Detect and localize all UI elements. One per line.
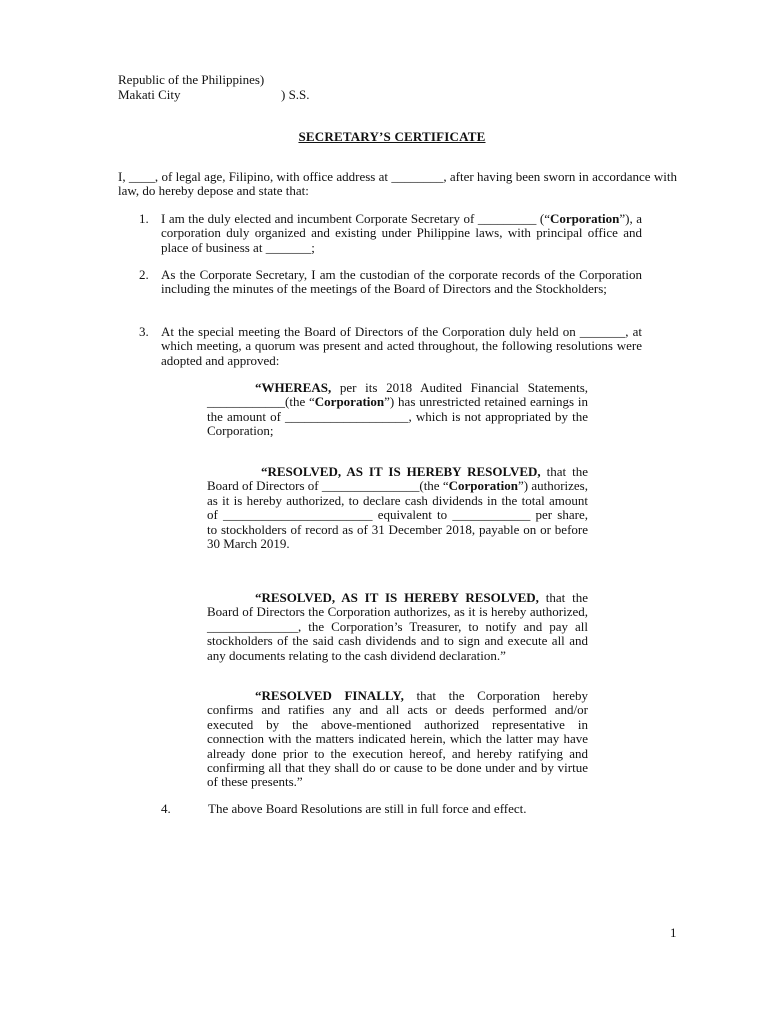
resolution-text: that the Board of Directors the Corporation authorizes, as it is hereby authorized, ______________, the Corporation’s Treasurer, to notify and pay all stockholders of the said cash dividends and to sign and execute all and any documents relating to the cash dividend declaration.” (207, 590, 588, 663)
item-text: ”), a corporation duly organized and existing under Philippine laws, with principal office and place of business at _______; (161, 211, 642, 255)
venue-country: Republic of the Philippines) (118, 72, 265, 87)
whereas-text: ”) has unrestricted retained earnings in the amount of ___________________, which is not appropriated by the Corporation; (207, 394, 588, 439)
resolution-final (207, 689, 588, 790)
list-item-3 (139, 325, 642, 368)
list-item-1 (139, 212, 642, 255)
venue-ss: ) S.S. (281, 87, 310, 102)
item-text: I am the duly elected and incumbent Corporate Secretary of _________ (“ (161, 211, 550, 226)
item-bold-term: Corporation (550, 211, 620, 226)
resolution-text: that the Board of Directors of _______________(the “ (207, 464, 588, 494)
resolution-heading: “RESOLVED, AS IT IS HEREBY RESOLVED, (261, 464, 541, 479)
item-text: At the special meeting the Board of Directors of the Corporation duly held on _______, at which meeting, a quorum was present and acted throughout, the following resolutions were adopted and approved: (161, 324, 642, 368)
item-number: 4. (161, 801, 171, 816)
whereas-heading: “WHEREAS, (255, 380, 332, 395)
item-text: The above Board Resolutions are still in full force and effect. (208, 801, 527, 816)
resolution-heading: “RESOLVED, AS IT IS HEREBY RESOLVED, (255, 590, 539, 605)
item-text: As the Corporate Secretary, I am the custodian of the corporate records of the Corporation including the minutes of the meetings of the Board of Directors and the Stockholders; (161, 267, 642, 297)
page-number: 1 (670, 925, 677, 940)
resolution-2 (207, 591, 588, 663)
whereas-clause (207, 381, 588, 439)
item-number: 1. (139, 211, 149, 226)
resolution-heading: “RESOLVED FINALLY, (255, 688, 404, 703)
venue-city: Makati City (118, 87, 181, 102)
venue-block (118, 72, 310, 103)
resolution-1 (207, 465, 588, 551)
resolution-bold-term: Corporation (448, 478, 518, 494)
item-number: 3. (139, 324, 149, 339)
document-title: SECRETARY’S CERTIFICATE (298, 129, 486, 144)
whereas-text: per its 2018 Audited Financial Statements, ____________(the “ (207, 380, 588, 410)
resolution-text: ”) authorizes, as it is hereby authorized, to declare cash dividends in the total amount of _______________________ equivalent to ____________ per share, to stockholders of record as of 31 December 2018, payable on or before 30 March 2019. (207, 478, 588, 552)
item-number: 2. (139, 267, 149, 282)
resolution-text: that the Corporation hereby confirms and ratifies any and all acts or deeds performed and/or executed by the above-mentioned authorized representative in connection with the matters indicated herein, which the latter may have already done prior to the execution hereof, and hereby ratifying and confirming all that they shall do or cause to be done under and by virtue of these presents.” (207, 688, 588, 790)
list-item-2 (139, 268, 642, 297)
whereas-bold-term: Corporation (314, 394, 385, 410)
intro-paragraph: I, ____, of legal age, Filipino, with office address at ________, after having been sworn in accordance with law, do hereby depose and state that: (118, 169, 677, 199)
